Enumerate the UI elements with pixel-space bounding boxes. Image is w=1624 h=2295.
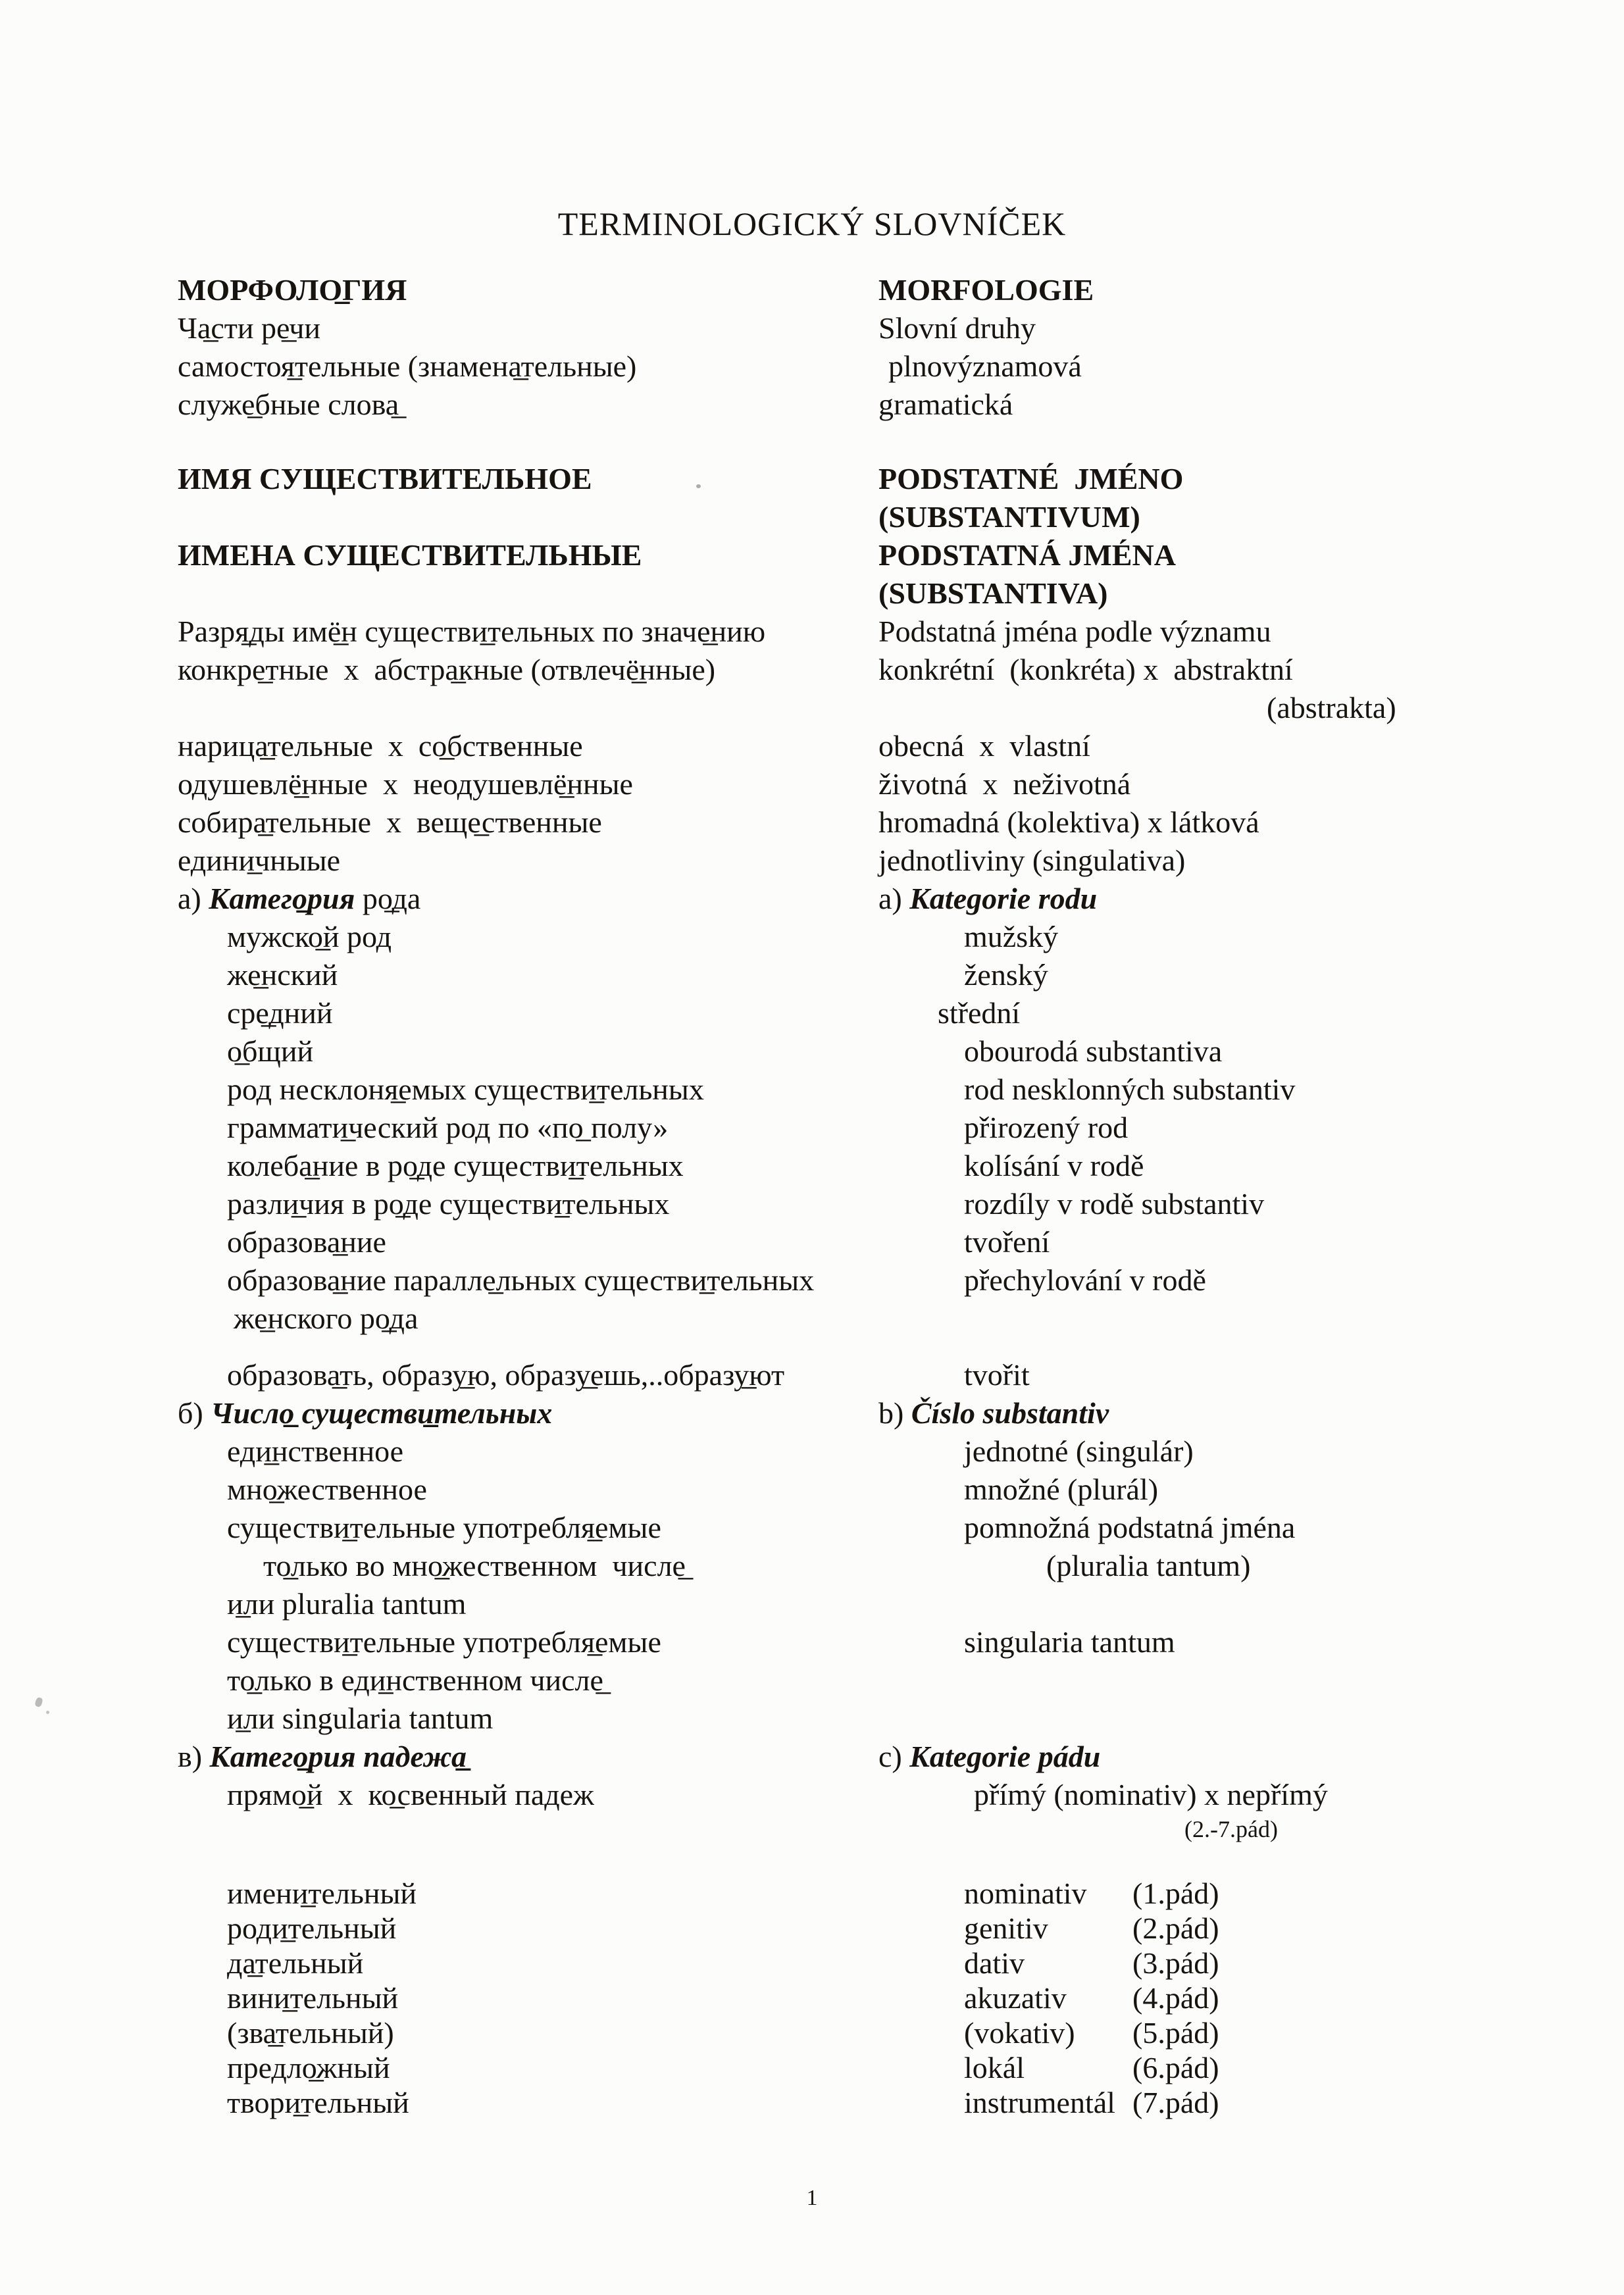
entry-text: и̲ли pluralia tantum <box>227 1587 467 1621</box>
case-name: instrumentál <box>964 2086 1115 2119</box>
cs-entry <box>878 1738 1560 1776</box>
glossary-row <box>178 1946 1560 1980</box>
entry-text: singularia tantum <box>964 1625 1175 1659</box>
ru-entry <box>178 1661 928 1700</box>
cs-entry <box>928 1876 1560 1911</box>
entry-text: род несклоня̲емых существи̲тельных <box>227 1072 704 1106</box>
glossary-row <box>178 1509 1560 1547</box>
entry-text: (зва̲тельный) <box>227 2016 394 2050</box>
cs-entry <box>928 2050 1560 2085</box>
ru-entry <box>178 1509 928 1547</box>
entry-text: tvořit <box>964 1358 1030 1392</box>
glossary-row <box>178 2015 1560 2050</box>
entry-text: о̲бщий <box>227 1034 314 1068</box>
ru-entry <box>178 1700 928 1738</box>
entry-text: образова̲ние <box>227 1225 386 1259</box>
cs-entry <box>878 309 1560 347</box>
entry-text: твори̲тельный <box>227 2086 409 2119</box>
ru-entry <box>178 880 878 918</box>
section-title: Kategorie pádu <box>909 1740 1101 1773</box>
ru-entry <box>178 1432 928 1471</box>
section-letter: b) <box>878 1396 911 1430</box>
ru-entry <box>178 271 878 309</box>
entry-text: ИМЕНА СУЩЕСТВИТЕЛЬНЫЕ <box>178 538 642 572</box>
entry-text: (2.-7.pád) <box>1184 1816 1278 1842</box>
ru-entry <box>178 1946 928 1980</box>
ru-entry <box>178 1147 928 1185</box>
cs-entry <box>878 613 1560 651</box>
glossary-row <box>178 1223 1560 1261</box>
glossary-row <box>178 2050 1560 2085</box>
cs-entry <box>928 1776 1560 1814</box>
ru-entry <box>178 347 878 386</box>
entry-text: роди̲тельный <box>227 1911 397 1945</box>
glossary-row <box>178 1032 1560 1071</box>
entry-text: колеба̲ние в ро̲де существи̲тельных <box>227 1149 684 1182</box>
cs-entry <box>878 574 1560 613</box>
entry-text: еди̲нственное <box>227 1434 404 1468</box>
cs-entry <box>928 1071 1560 1109</box>
entry-text: и̲ли singularia tantum <box>227 1702 494 1735</box>
case-declension-number: (2.pád) <box>1132 1911 1219 1945</box>
case-name: dativ <box>964 1946 1025 1980</box>
cs-entry <box>928 1911 1560 1946</box>
glossary-row <box>178 1623 1560 1661</box>
glossary-row <box>178 1661 1560 1700</box>
cs-entry <box>878 1394 1560 1432</box>
entry-text: obecná x vlastní <box>878 729 1090 763</box>
entry-text: (SUBSTANTIVA) <box>878 576 1108 610</box>
entry-text: pomnožná podstatná jména <box>964 1511 1296 1544</box>
entry-text: предло̲жный <box>227 2051 390 2084</box>
ru-entry <box>178 803 878 842</box>
ru-entry <box>178 842 878 880</box>
ru-entry <box>178 1356 928 1394</box>
section-title: Kategorie rodu <box>909 882 1098 915</box>
glossary-row <box>178 1876 1560 1911</box>
entry-text: же̲нский <box>227 958 338 992</box>
glossary-row <box>178 727 1560 765</box>
glossary-row <box>178 1071 1560 1109</box>
glossary-row <box>178 1109 1560 1147</box>
scan-artifact-mark <box>34 1697 43 1707</box>
section-letter: а) <box>178 882 209 915</box>
case-name: nominativ <box>964 1877 1087 1910</box>
glossary-row <box>178 613 1560 651</box>
entry-text: образова̲ние паралле̲льных существи̲тельных <box>227 1263 815 1297</box>
glossary-row <box>178 574 1560 613</box>
section-title: Катего̲рия <box>209 882 355 915</box>
entry-text: tvoření <box>964 1225 1050 1259</box>
case-declension-number: (7.pád) <box>1132 2086 1219 2119</box>
entry-text: množné (plurál) <box>964 1473 1159 1506</box>
section-letter: c) <box>878 1740 910 1773</box>
cs-entry <box>928 1109 1560 1147</box>
entry-text: ро̲да <box>355 882 421 915</box>
entry-text: Разря̲ды имё̲н существи̲тельных по значе̲нию <box>178 615 766 648</box>
case-declension-number: (6.pád) <box>1132 2051 1219 2084</box>
entry-text: PODSTATNÁ JMÉNA <box>878 538 1176 572</box>
ru-entry <box>178 918 928 956</box>
entry-text: jednotné (singulár) <box>964 1434 1194 1468</box>
entry-text: Slovní druhy <box>878 311 1036 345</box>
cs-entry <box>964 1547 1560 1585</box>
cs-entry <box>928 1623 1560 1661</box>
cs-entry <box>878 727 1560 765</box>
section-title: Číslo substantiv <box>911 1396 1109 1430</box>
entry-text: МОРФОЛО̲ГИЯ <box>178 273 407 307</box>
ru-entry <box>178 1299 934 1338</box>
entry-text: конкре̲тные х абстра̲кные (отвлечё̲нные) <box>178 653 716 686</box>
cs-entry <box>928 918 1560 956</box>
glossary-row <box>178 956 1560 994</box>
entry-text: jednotliviny (singulativa) <box>878 844 1186 877</box>
ru-entry <box>178 727 878 765</box>
entry-text: konkrétní (konkréta) x abstraktní <box>878 653 1293 686</box>
case-name: (vokativ) <box>964 2016 1075 2050</box>
cs-entry <box>928 2015 1560 2050</box>
section-letter: a) <box>878 882 910 915</box>
entry-text: střední <box>938 996 1021 1030</box>
section-letter: б) <box>178 1396 211 1430</box>
ru-entry <box>178 1032 928 1071</box>
glossary-row <box>178 1471 1560 1509</box>
entry-text: существи̲тельные употребля̲емые <box>227 1511 661 1544</box>
ru-entry <box>178 1623 928 1661</box>
entry-text: přechylování v rodě <box>964 1263 1206 1297</box>
entry-text: kolísání v rodě <box>964 1149 1144 1182</box>
entry-text: hromadná (kolektiva) x látková <box>878 805 1259 839</box>
entry-text: mužský <box>964 920 1059 953</box>
ru-entry <box>178 1471 928 1509</box>
glossary-row <box>178 1776 1560 1814</box>
cs-entry <box>878 536 1560 574</box>
glossary-row <box>178 460 1560 498</box>
entry-text: přímý (nominativ) x nepřímý <box>974 1778 1328 1811</box>
cs-entry <box>928 994 1560 1032</box>
ru-entry <box>178 460 878 498</box>
entry-text: самостоя̲тельные (знамена̲тельные) <box>178 349 637 383</box>
ru-entry <box>178 1071 928 1109</box>
cs-entry <box>928 1032 1560 1071</box>
entry-text: имени̲тельный <box>227 1877 417 1910</box>
entry-text: одушевлё̲нные х неодушевлё̲нные <box>178 767 633 801</box>
glossary-row <box>178 918 1560 956</box>
case-declension-number: (1.pád) <box>1132 1877 1219 1910</box>
entry-text: мужско̲й род <box>227 920 392 953</box>
section-letter: в) <box>178 1740 210 1773</box>
spacer-row <box>178 424 1560 460</box>
glossary-row <box>178 1980 1560 2015</box>
spacer-row <box>178 1338 1560 1356</box>
ru-entry <box>178 309 878 347</box>
ru-entry <box>178 2050 928 2085</box>
cs-entry <box>878 803 1560 842</box>
entry-text: přirozený rod <box>964 1111 1129 1144</box>
entry-text: (pluralia tantum) <box>1046 1549 1251 1582</box>
ru-entry <box>178 1261 928 1299</box>
cs-entry <box>878 689 1560 727</box>
cs-entry <box>878 347 1560 386</box>
ru-entry <box>178 1394 878 1432</box>
entry-text: то̲лько в еди̲нственном числе̲ <box>227 1663 603 1697</box>
ru-entry <box>178 386 878 424</box>
glossary-row <box>178 651 1560 689</box>
cs-entry <box>928 1356 1560 1394</box>
cs-entry <box>928 1471 1560 1509</box>
glossary-row <box>178 1911 1560 1946</box>
ru-entry <box>178 1876 928 1911</box>
entry-text: ženský <box>964 958 1048 992</box>
glossary-row <box>178 765 1560 803</box>
glossary-row <box>178 994 1560 1032</box>
entry-text: rod nesklonných substantiv <box>964 1072 1296 1106</box>
glossary-row <box>178 1547 1560 1585</box>
glossary-row <box>178 880 1560 918</box>
case-name: genitiv <box>964 1911 1048 1945</box>
entry-text: сре̲дний <box>227 996 333 1030</box>
entry-text: plnovýznamová <box>888 349 1082 383</box>
cs-entry <box>928 1509 1560 1547</box>
ru-entry <box>178 536 878 574</box>
scan-artifact-dot <box>696 484 701 488</box>
entry-text: obourodá substantiva <box>964 1034 1223 1068</box>
glossary-row <box>178 386 1560 424</box>
cs-entry <box>878 651 1560 689</box>
glossary-row <box>178 1814 1560 1844</box>
ru-entry <box>178 2085 928 2120</box>
cs-entry <box>878 498 1560 536</box>
entry-text: собира̲тельные х веще̲ственные <box>178 805 602 839</box>
entry-text: служе̲бные слова̲ <box>178 388 399 421</box>
cs-entry <box>878 880 1560 918</box>
entry-text: нарица̲тельные х со̲бственные <box>178 729 583 763</box>
case-declension-number: (3.pád) <box>1132 1946 1219 1980</box>
ru-entry <box>178 1585 928 1623</box>
ru-entry <box>178 651 878 689</box>
cs-entry <box>878 1814 1560 1844</box>
entry-text: образова̲ть, образу̲ю, образу̲ешь,..образу̲ют <box>227 1358 785 1392</box>
entry-text: (SUBSTANTIVUM) <box>878 500 1140 534</box>
glossary-row <box>178 1432 1560 1471</box>
section-title: Катего̲рия падежа̲ <box>209 1740 467 1773</box>
glossary <box>178 271 1560 2120</box>
page-title: TERMINOLOGICKÝ SLOVNÍČEK <box>557 205 1067 242</box>
glossary-row <box>178 842 1560 880</box>
cs-entry <box>928 1432 1560 1471</box>
cs-entry <box>878 842 1560 880</box>
glossary-row <box>178 309 1560 347</box>
page-number: 1 <box>806 2186 818 2210</box>
entry-text: прямо̲й х ко̲свенный падеж <box>227 1778 594 1811</box>
ru-entry <box>178 956 928 994</box>
glossary-row <box>178 1585 1560 1623</box>
ru-entry <box>178 1911 928 1946</box>
entry-text: вини̲тельный <box>227 1981 399 2015</box>
glossary-row <box>178 1738 1560 1776</box>
case-declension-number: (4.pád) <box>1132 1981 1219 2015</box>
cs-entry <box>878 271 1560 309</box>
glossary-row <box>178 1700 1560 1738</box>
glossary-row <box>178 498 1560 536</box>
glossary-row <box>178 1147 1560 1185</box>
ru-entry <box>178 2015 928 2050</box>
cs-entry <box>928 1980 1560 2015</box>
entry-text: MORFOLOGIE <box>878 273 1094 307</box>
glossary-row <box>178 1261 1560 1299</box>
entry-text: PODSTATNÉ JMÉNO <box>878 462 1184 495</box>
entry-text: же̲нского ро̲да <box>234 1301 419 1335</box>
cs-entry <box>878 765 1560 803</box>
cs-entry <box>878 460 1560 498</box>
entry-text: rozdíly v rodě substantiv <box>964 1187 1265 1221</box>
entry-text: мно̲жественное <box>227 1473 427 1506</box>
section-title: Число̲ существи̲тельных <box>211 1396 553 1430</box>
glossary-row <box>178 536 1560 574</box>
glossary-row <box>178 1299 1560 1338</box>
entry-text: едини̲чныые <box>178 844 341 877</box>
glossary-row <box>178 347 1560 386</box>
entry-text: да̲тельный <box>227 1946 364 1980</box>
ru-entry <box>178 1547 964 1585</box>
cs-entry <box>928 1185 1560 1223</box>
glossary-row <box>178 2085 1560 2120</box>
entry-text: существи̲тельные употребля̲емые <box>227 1625 661 1659</box>
entry-text: životná x neživotná <box>878 767 1131 801</box>
ru-entry <box>178 765 878 803</box>
cs-entry <box>928 1946 1560 1980</box>
cs-entry <box>928 956 1560 994</box>
case-name: akuzativ <box>964 1981 1067 2015</box>
cs-entry <box>928 1261 1560 1299</box>
ru-entry <box>178 1223 928 1261</box>
ru-entry <box>178 1738 878 1776</box>
glossary-row <box>178 1185 1560 1223</box>
entry-text: то̲лько во мно̲жественном числе̲ <box>263 1549 686 1582</box>
case-name: lokál <box>964 2051 1025 2084</box>
entry-text: разли̲чия в ро̲де существи̲тельных <box>227 1187 670 1221</box>
scan-artifact-dot <box>46 1711 49 1714</box>
entry-text: gramatická <box>878 388 1013 421</box>
case-declension-number: (5.pád) <box>1132 2016 1219 2050</box>
entry-text: (abstrakta) <box>1267 691 1396 724</box>
ru-entry <box>178 1980 928 2015</box>
entry-text: Ча̲сти ре̲чи <box>178 311 320 345</box>
cs-entry <box>878 386 1560 424</box>
spacer-row <box>178 1844 1560 1876</box>
glossary-row <box>178 689 1560 727</box>
ru-entry <box>178 613 878 651</box>
glossary-row <box>178 1356 1560 1394</box>
entry-text: граммати̲ческий род по «по̲ полу» <box>227 1111 669 1144</box>
cs-entry <box>928 1147 1560 1185</box>
entry-text: ИМЯ СУЩЕСТВИТЕЛЬНОЕ <box>178 462 592 495</box>
ru-entry <box>178 1185 928 1223</box>
entry-text: Podstatná jména podle významu <box>878 615 1271 648</box>
ru-entry <box>178 1776 928 1814</box>
ru-entry <box>178 1109 928 1147</box>
cs-entry <box>928 2085 1560 2120</box>
glossary-row <box>178 1394 1560 1432</box>
glossary-row <box>178 803 1560 842</box>
ru-entry <box>178 994 928 1032</box>
cs-entry <box>928 1223 1560 1261</box>
glossary-row <box>178 271 1560 309</box>
